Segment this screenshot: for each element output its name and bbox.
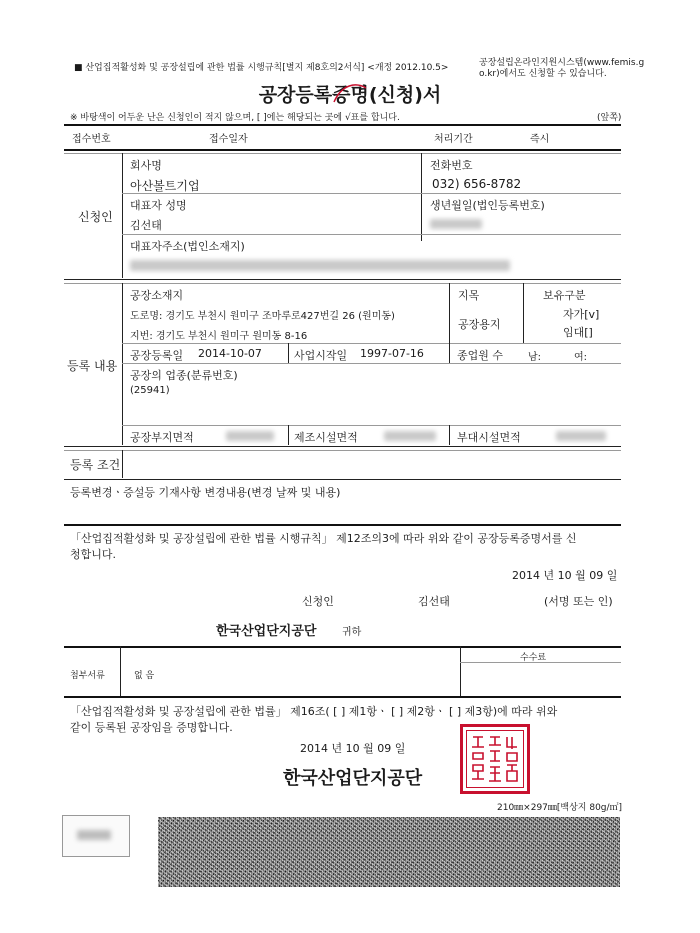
registration-date-value: 2014-10-07 xyxy=(198,347,262,360)
manufacturing-area-label: 제조시설면적 xyxy=(294,431,358,444)
representative-name-label: 대표자 성명 xyxy=(130,199,187,212)
applicant-signature-name: 김선태 xyxy=(418,595,450,608)
employees-label: 종업원 수 xyxy=(457,349,504,362)
company-name-value: 아산볼트기업 xyxy=(130,179,200,193)
phone-label: 전화번호 xyxy=(430,159,473,172)
redacted-auxiliary-area xyxy=(556,431,606,441)
registration-section-label: 등록 내용 xyxy=(67,359,118,373)
male-count-label: 남: xyxy=(528,352,542,363)
online-note-line-1: 공장설립온라인지원시스템(www.femis.g xyxy=(479,58,645,68)
registration-date-label: 공장등록일 xyxy=(130,349,184,362)
fee-label: 수수료 xyxy=(520,653,547,663)
representative-name-value: 김선태 xyxy=(130,219,162,232)
certification-line-1: 「산업집적활성화 및 공장설립에 관한 법률」 제16조( [ ] 제1항ㆍ [ ] 제2항ㆍ [ ] 제3항)에 따라 위와 xyxy=(70,705,558,718)
redacted-site-area xyxy=(226,431,274,441)
receipt-number-label: 접수번호 xyxy=(72,134,111,145)
notice-text: ※ 바탕색이 어두운 난은 신청인이 적지 않으며, [ ]에는 해당되는 곳에 √표를 합니다. xyxy=(70,113,400,123)
business-start-value: 1997-07-16 xyxy=(360,347,424,360)
online-note-line-2: o.kr)에서도 신청할 수 있습니다. xyxy=(479,69,607,79)
title-part-1: 공장등록 xyxy=(258,84,333,106)
change-history-label: 등록변경ㆍ증설등 기재사항 변경내용(변경 날짜 및 내용) xyxy=(70,486,341,499)
applicant-section-label: 신청인 xyxy=(78,210,113,224)
attachments-value: 없 음 xyxy=(134,671,155,681)
lot-address: 지번: 경기도 부천시 원미구 원미동 8-16 xyxy=(130,331,308,342)
redacted-manufacturing-area xyxy=(384,431,436,441)
land-category-label: 지목 xyxy=(458,289,480,302)
ownership-label: 보유구분 xyxy=(543,289,586,302)
recipient-suffix: 귀하 xyxy=(342,627,362,638)
processing-period-label: 처리기간 xyxy=(434,134,473,145)
issuer-organization: 한국산업단지공단 xyxy=(283,768,423,789)
certification-line-2: 같이 등록된 공장임을 증명합니다. xyxy=(70,721,233,734)
female-count-label: 여: xyxy=(574,352,588,363)
industry-label: 공장의 업종(분류번호) xyxy=(130,369,238,382)
receipt-date-label: 접수일자 xyxy=(209,134,248,145)
ownership-lease-option: 임대[] xyxy=(563,326,593,339)
birth-date-label: 생년월일(법인등록번호) xyxy=(430,199,545,212)
redacted-birth-date xyxy=(430,219,482,229)
factory-location-label: 공장소재지 xyxy=(130,289,184,302)
paper-specification: 210㎜×297㎜[백상지 80g/㎡] xyxy=(497,803,623,813)
business-start-label: 사업시작일 xyxy=(294,349,348,362)
industry-code: (25941) xyxy=(130,385,170,396)
representative-address-label: 대표자주소(법인소재지) xyxy=(130,240,245,253)
certification-date: 2014 년 10 월 09 일 xyxy=(300,742,406,755)
redacted-barcode xyxy=(158,817,620,887)
request-date: 2014 년 10 월 09 일 xyxy=(512,569,618,582)
title-part-2: (신청)서 xyxy=(368,84,442,106)
road-address: 도로명: 경기도 부천시 원미구 조마루로427번길 26 (원미동) xyxy=(130,311,395,322)
title-struck-word: 증명 xyxy=(332,84,369,106)
seal-glyph-pattern xyxy=(463,727,527,791)
request-statement-line-2: 청합니다. xyxy=(70,548,117,561)
official-seal xyxy=(460,724,530,794)
recipient-organization: 한국산업단지공단 xyxy=(216,624,317,639)
redacted-address xyxy=(130,260,510,271)
law-reference: ■ 산업집적활성화 및 공장설립에 관한 법률 시행규칙[별지 제8호의2서식] <개정 2012.10.5> xyxy=(74,63,449,73)
request-statement-line-1: 「산업집적활성화 및 공장설립에 관한 법률 시행규칙」 제12조의3에 따라 위와 같이 공장등록증명서를 신 xyxy=(70,532,577,545)
signature-or-seal-label: (서명 또는 인) xyxy=(544,595,613,608)
redacted-box xyxy=(62,815,130,857)
attachments-label: 첨부서류 xyxy=(70,671,105,681)
red-strike-mark xyxy=(330,80,370,108)
page-side-label: (앞쪽) xyxy=(597,113,622,123)
phone-value: 032) 656-8782 xyxy=(432,177,522,191)
registration-conditions-label: 등록 조건 xyxy=(70,458,121,472)
ownership-own-option: 자가[v] xyxy=(563,308,600,321)
auxiliary-area-label: 부대시설면적 xyxy=(457,431,521,444)
applicant-signature-label: 신청인 xyxy=(302,595,334,608)
processing-period-value: 즉시 xyxy=(530,134,550,145)
company-name-label: 회사명 xyxy=(130,159,162,172)
redacted-box-content xyxy=(77,830,111,840)
land-category-value: 공장용지 xyxy=(458,318,501,331)
site-area-label: 공장부지면적 xyxy=(130,431,194,444)
